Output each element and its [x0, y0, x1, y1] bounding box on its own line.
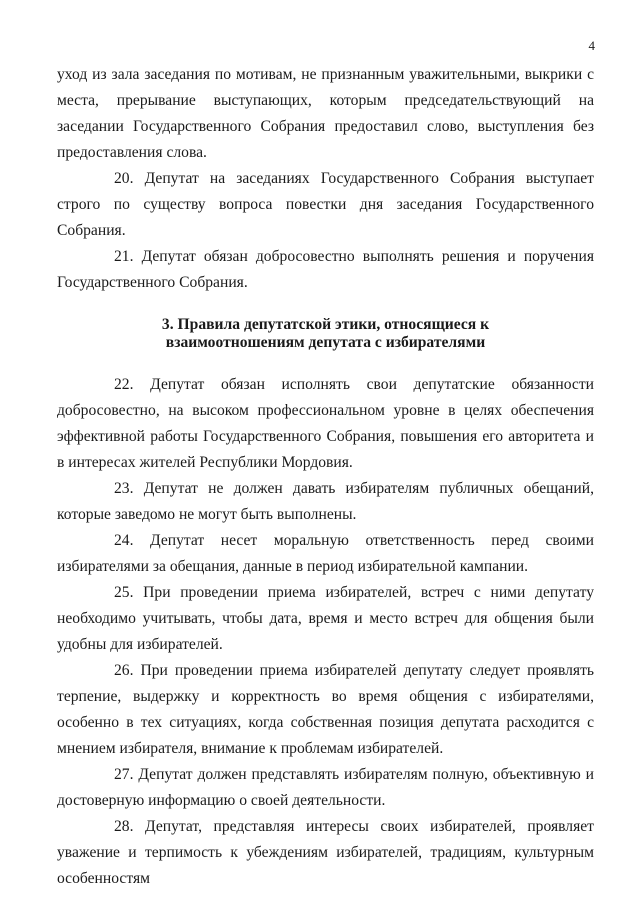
section-heading: 3. Правила депутатской этики, относящиеся к взаимоотношениям депутата с избирателями: [161, 316, 490, 351]
paragraph-24: 24. Депутат несет моральную ответственность перед своими избирателями за обещания, данные в период избирательной кампании.: [57, 532, 594, 575]
paragraph-21: 21. Депутат обязан добросовестно выполнять решения и поручения Государственного Собрания.: [57, 248, 594, 291]
paragraph-26: 26. При проведении приема избирателей депутату следует проявлять терпение, выдержку и корректность во время общения с избирателями, особенно в тех ситуациях, когда собственная позиция депутата расходится с мнением избирателя, внимание к проблемам избирателей.: [57, 662, 594, 757]
paragraph-23: 23. Депутат не должен давать избирателям публичных обещаний, которые заведомо не могут быть выполнены.: [57, 480, 594, 523]
paragraph-25: 25. При проведении приема избирателей, встреч с ними депутату необходимо учитывать, чтобы дата, время и место встреч для общения были удобны для избирателей.: [57, 584, 594, 653]
document-body: [57, 62, 594, 892]
paragraph-22: 22. Депутат обязан исполнять свои депутатские обязанности добросовестно, на высоком профессиональном уровне в целях обеспечения эффективной работы Государственного Собрания, повышения его авторитета и в интересах жителей Республики Мордовия.: [57, 376, 594, 471]
paragraph-continuation: уход из зала заседания по мотивам, не признанным уважительными, выкрики с места, прерывание выступающих, которым председательствующий на заседании Государственного Собрания предоставил слово, выступления без предоставления слова.: [57, 66, 594, 161]
paragraph-20: 20. Депутат на заседаниях Государственного Собрания выступает строго по существу вопроса повестки дня заседания Государственного Собрания.: [57, 170, 594, 239]
page-number: 4: [588, 38, 595, 53]
paragraph-27: 27. Депутат должен представлять избирателям полную, объективную и достоверную информацию о своей деятельности.: [57, 766, 594, 809]
paragraph-28: 28. Депутат, представляя интересы своих избирателей, проявляет уважение и терпимость к убеждениям избирателей, традициям, культурным особенностям: [57, 818, 594, 887]
